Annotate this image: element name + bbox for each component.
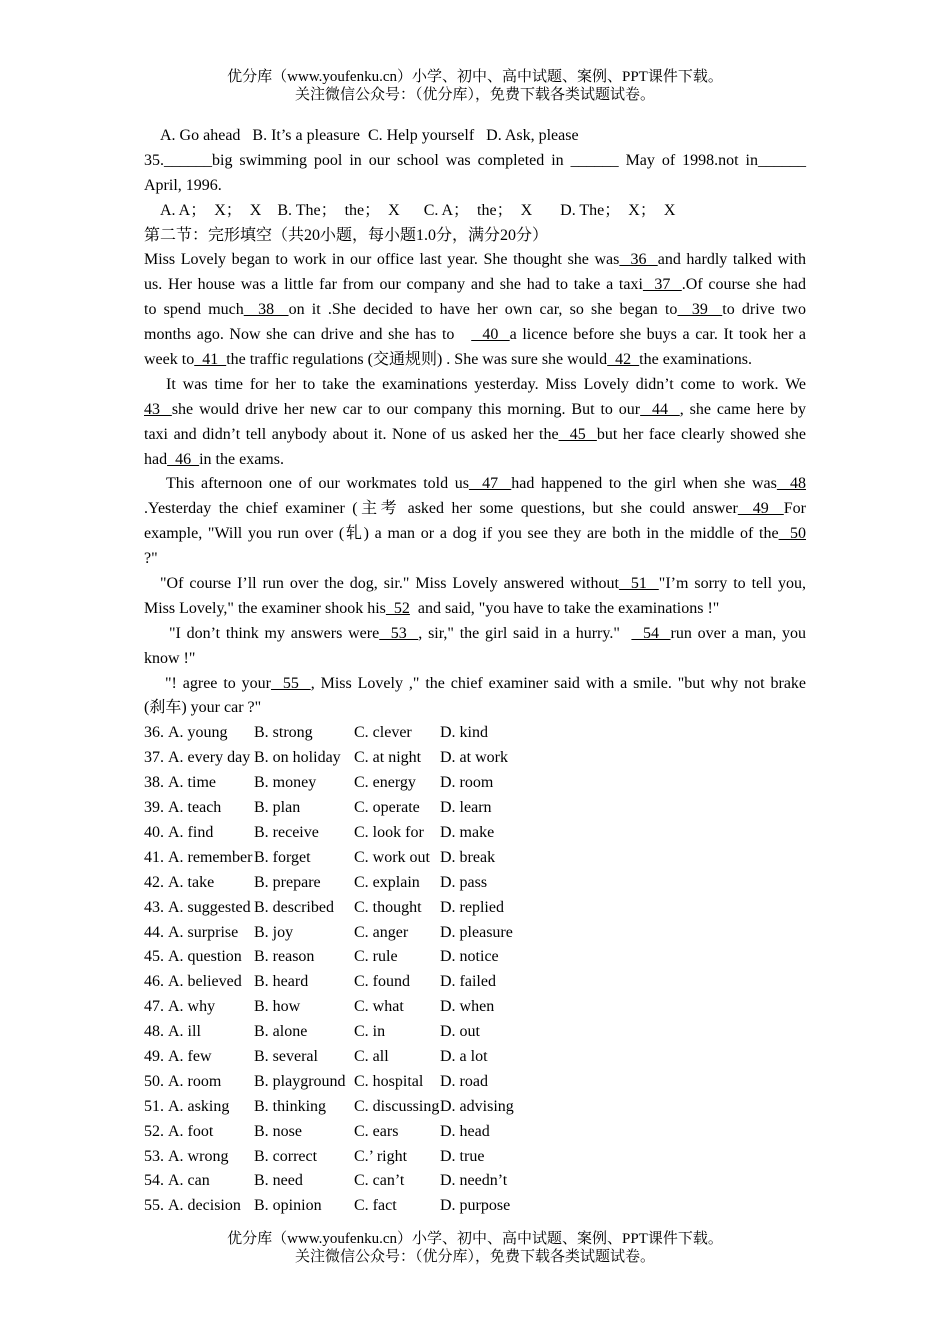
question-number: 41. [144, 848, 164, 866]
question-number: 51. [144, 1097, 164, 1115]
blank-40: 40 [471, 326, 510, 344]
question-row [144, 1020, 806, 1045]
question-row [144, 796, 806, 821]
blank-48: 48 [776, 475, 807, 493]
question-number: 44. [144, 923, 164, 941]
footer-line-1: 优分库（www.youfenku.cn）小学、初中、高中试题、案例、PPT课件下载。 [227, 1231, 723, 1247]
option-b: B. joy [254, 923, 294, 941]
passage-line: know !" [144, 649, 196, 667]
option-d: D. true [440, 1147, 485, 1165]
option-d: D. out [440, 1023, 480, 1041]
option-c: C. thought [354, 898, 422, 916]
option-d: D. room [440, 774, 494, 792]
question-number: 37. [144, 749, 164, 767]
option-c: C. can’t [354, 1172, 405, 1190]
option-b: B. opinion [254, 1197, 322, 1215]
option-d: D. learn [440, 799, 492, 817]
option-a: A. believed [168, 973, 242, 991]
question-row [144, 746, 806, 771]
option-c: C.’ right [354, 1147, 408, 1165]
question-row [144, 1095, 806, 1120]
option-d: D. failed [440, 973, 496, 991]
blank-53: 53 [379, 624, 419, 642]
option-a: A. few [168, 1047, 212, 1065]
blank-42: 42 [607, 351, 640, 369]
footer-line-2: 关注微信公众号：（优分库），免费下载各类试题试卷。 [294, 1249, 655, 1265]
option-c: C. at night [354, 749, 422, 767]
option-a: A. find [168, 823, 214, 841]
q35-options: A. A； X； X B. The； the； X C. A； the； X D. The； X； X [160, 201, 676, 219]
option-d: D. advising [440, 1097, 514, 1115]
option-c: C. fact [354, 1197, 397, 1215]
option-c: C. ears [354, 1122, 399, 1140]
passage-line: Miss Lovely began to work in our office last year. She thought she was 36 and hardly talked with [144, 251, 807, 269]
question-row [144, 945, 806, 970]
option-c: C. hospital [354, 1072, 424, 1090]
section-title: 第二节：完形填空（共20小题，每小题1.0分，满分20分） [144, 226, 549, 244]
question-row [144, 1145, 806, 1170]
option-d: D. kind [440, 724, 488, 742]
blank-37: 37 [642, 276, 682, 294]
header-line-1: 优分库（www.youfenku.cn）小学、初中、高中试题、案例、PPT课件下载。 [227, 69, 723, 85]
option-c: C. found [354, 973, 410, 991]
blank-52: 52 [385, 599, 410, 617]
question-row [144, 896, 806, 921]
option-c: C. discussing [354, 1097, 440, 1115]
page-footer [0, 1230, 950, 1266]
passage-line: ?" [144, 550, 158, 568]
blank-51: 51 [618, 575, 659, 593]
page-header [0, 68, 950, 104]
question-row [144, 1169, 806, 1194]
question-number: 55. [144, 1197, 164, 1215]
option-a: A. every day [168, 749, 251, 767]
passage-line: Miss Lovely," the examiner shook his 52 and said, "you have to take the examinations !" [144, 599, 720, 617]
option-a: A. asking [168, 1097, 230, 1115]
option-b: B. heard [254, 973, 309, 991]
option-c: C. anger [354, 923, 409, 941]
blank-50: 50 [778, 525, 807, 543]
question-number: 48. [144, 1023, 164, 1041]
option-b: B. on holiday [254, 749, 341, 767]
option-b: B. correct [254, 1147, 318, 1165]
option-b: B. several [254, 1047, 318, 1065]
question-number: 50. [144, 1072, 164, 1090]
option-a: A. why [168, 998, 216, 1016]
q34-options: A. Go ahead B. It’s a pleasure C. Help yourself D. Ask, please [160, 127, 579, 144]
passage-line: week to 41 the traffic regulations (交通规则) . She was sure she would 42 the examinations. [144, 351, 753, 369]
option-b: B. need [254, 1172, 303, 1190]
option-c: C. clever [354, 724, 412, 742]
option-a: A. surprise [168, 923, 239, 941]
question-row [144, 995, 806, 1020]
option-a: A. foot [168, 1122, 214, 1140]
passage-line: This afternoon one of our workmates told us 47 had happened to the girl when she was 48 [166, 475, 807, 493]
question-row [144, 871, 806, 896]
question-number: 39. [144, 799, 164, 817]
option-a: A. take [168, 873, 215, 891]
option-d: D. a lot [440, 1047, 488, 1065]
option-d: D. pass [440, 873, 488, 891]
passage-line: "! agree to your 55 , Miss Lovely ," the chief examiner said with a smile. "but why not brake [165, 674, 807, 692]
question-row [144, 1120, 806, 1145]
option-b: B. how [254, 998, 301, 1016]
option-c: C. in [354, 1023, 386, 1041]
option-c: C. what [354, 998, 404, 1016]
option-b: B. forget [254, 848, 311, 866]
option-b: B. nose [254, 1122, 302, 1140]
option-d: D. road [440, 1072, 488, 1090]
option-d: D. replied [440, 898, 504, 916]
option-c: C. explain [354, 873, 420, 891]
passage-line: (刹车) your car ?" [144, 699, 262, 717]
passage-line: "Of course I’ll run over the dog, sir." Miss Lovely answered without 51 "I’m sorry to tell you, [160, 575, 807, 593]
option-d: D. notice [440, 948, 499, 966]
option-d: D. head [440, 1122, 490, 1140]
option-d: D. break [440, 848, 496, 866]
option-a: A. time [168, 774, 216, 792]
option-a: A. young [168, 724, 228, 742]
option-c: C. rule [354, 948, 398, 966]
passage-line: to spend much 38 on it .She decided to have her own car, so she began to 39 to drive two [144, 301, 806, 319]
passage-line: taxi and didn’t tell anybody about it. None of us asked her the 45 but her face clearly showed she [144, 425, 806, 443]
option-b: B. money [254, 774, 317, 792]
option-b: B. receive [254, 823, 319, 841]
blank-41: 41 [194, 351, 227, 369]
blank-47: 47 [468, 475, 512, 493]
option-d: D. pleasure [440, 923, 513, 941]
question-row [144, 1194, 806, 1219]
option-c: C. energy [354, 774, 416, 792]
option-b: B. thinking [254, 1097, 327, 1115]
option-b: B. described [254, 898, 334, 916]
passage-line: example, "Will you run over (轧) a man or a dog if you see they are both in the middle of the 50 [144, 525, 807, 543]
question-number: 46. [144, 973, 164, 991]
passage-line: us. Her house was a little far from our company and she had to take a taxi 37 .Of course she had [144, 276, 807, 294]
question-number: 42. [144, 873, 164, 891]
question-row [144, 970, 806, 995]
blank-46: 46 [167, 450, 200, 468]
option-b: B. reason [254, 948, 315, 966]
question-row [144, 1070, 806, 1095]
option-a: A. can [168, 1172, 210, 1190]
question-row [144, 1045, 806, 1070]
q35-stem-line-2: April, 1996. [144, 176, 222, 194]
question-number: 54. [144, 1172, 164, 1190]
option-d: D. at work [440, 749, 508, 767]
question-number: 45. [144, 948, 164, 966]
question-number: 38. [144, 774, 164, 792]
blank-49: 49 [737, 500, 784, 518]
option-d: D. when [440, 998, 495, 1016]
header-line-2: 关注微信公众号：（优分库），免费下载各类试题试卷。 [294, 87, 655, 103]
question-number: 40. [144, 823, 164, 841]
passage-line: months ago. Now she can drive and she has to 40 a licence before she buys a car. It took her a [144, 326, 807, 344]
question-row [144, 721, 806, 746]
question-number: 52. [144, 1122, 164, 1140]
passage-line: .Yesterday the chief examiner (主考 asked her some questions, but she could answer 49 For [144, 500, 806, 518]
option-a: A. ill [168, 1023, 201, 1041]
option-b: B. plan [254, 799, 301, 817]
question-row [144, 846, 806, 871]
option-c: C. operate [354, 799, 420, 817]
option-b: B. strong [254, 724, 313, 742]
option-a: A. suggested [168, 898, 251, 916]
question-list [144, 721, 806, 1219]
option-a: A. remember [168, 848, 253, 866]
passage-line: "I don’t think my answers were 53 , sir," the girl said in a hurry." 54 run over a man, you [169, 624, 807, 642]
option-b: B. alone [254, 1023, 308, 1041]
passage-line: It was time for her to take the examinations yesterday. Miss Lovely didn’t come to work. We [166, 375, 806, 393]
option-c: C. work out [354, 848, 430, 866]
option-a: A. teach [168, 799, 222, 817]
question-row [144, 921, 806, 946]
question-number: 36. [144, 724, 164, 742]
option-b: B. playground [254, 1072, 346, 1090]
question-number: 43. [144, 898, 164, 916]
blank-54: 54 [631, 624, 671, 642]
option-c: C. look for [354, 823, 424, 841]
blank-44: 44 [640, 400, 680, 418]
blank-55: 55 [271, 674, 311, 692]
passage-line: 43 she would drive her new car to our company this morning. But to our 44 , she came here by [144, 400, 807, 418]
question-row [144, 821, 806, 846]
option-a: A. wrong [168, 1147, 229, 1165]
option-a: A. question [168, 948, 242, 966]
blank-45: 45 [558, 425, 597, 443]
question-number: 53. [144, 1147, 164, 1165]
blank-43: 43 [144, 400, 172, 418]
option-c: C. all [354, 1047, 389, 1065]
option-a: A. room [168, 1072, 222, 1090]
question-number: 49. [144, 1047, 164, 1065]
option-d: D. needn’t [440, 1172, 508, 1190]
exam-content [144, 124, 806, 1219]
option-d: D. make [440, 823, 495, 841]
question-number: 47. [144, 998, 164, 1016]
option-d: D. purpose [440, 1197, 511, 1215]
option-b: B. prepare [254, 873, 321, 891]
question-row [144, 771, 806, 796]
q35-stem-line-1: 35.______big swimming pool in our school was completed in ______ May of 1998.not in______ [144, 151, 806, 169]
blank-39: 39 [677, 301, 723, 319]
blank-38: 38 [243, 301, 289, 319]
blank-36: 36 [619, 251, 658, 269]
passage-line: had 46 in the exams. [144, 450, 284, 468]
option-a: A. decision [168, 1197, 241, 1215]
